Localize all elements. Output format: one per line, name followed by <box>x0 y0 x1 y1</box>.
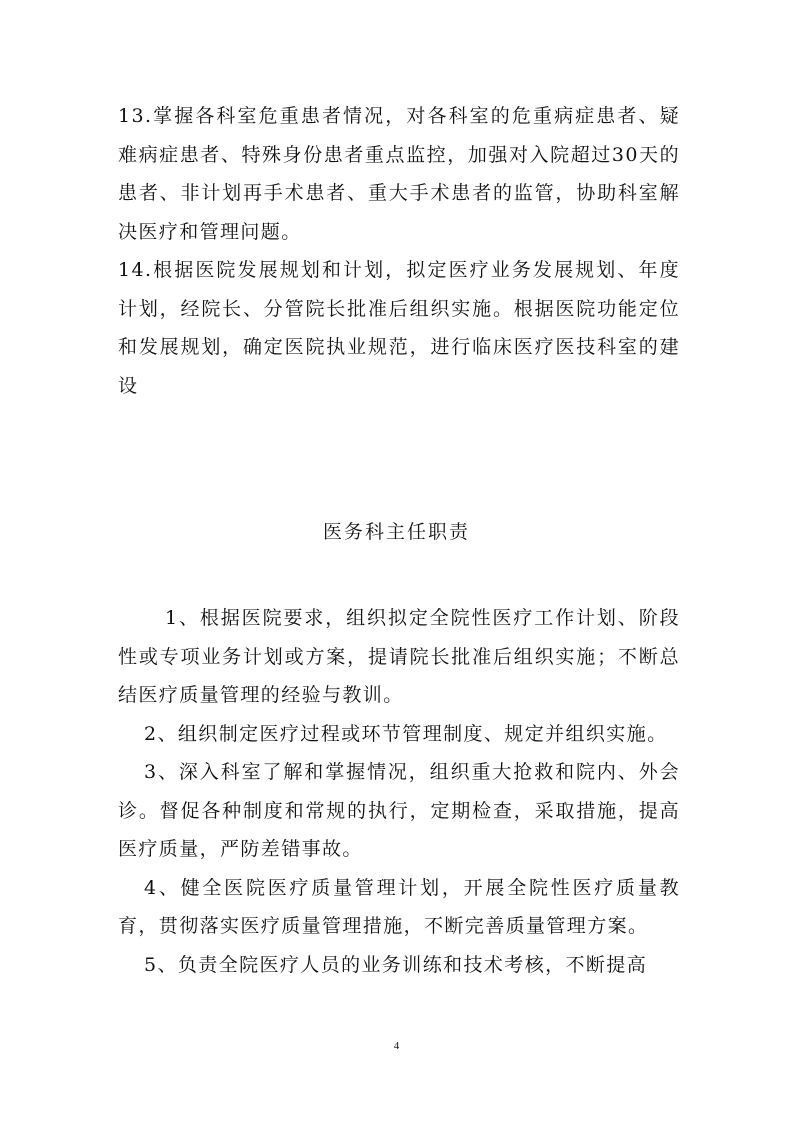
paragraph-item-13: 13.掌握各科室危重患者情况，对各科室的危重病症患者、疑难病症患者、特殊身份患者重点监控，加强对入院超过30天的患者、非计划再手术患者、重大手术患者的监管，协助科室解决医疗和管理问题。 <box>118 105 680 243</box>
duty-item-2: 2、组织制定医疗过程或环节管理制度、规定并组织实施。 <box>144 722 668 745</box>
duty-item-3: 3、深入科室了解和掌握情况，组织重大抢救和院内、外会诊。督促各种制度和常规的执行，定期检查，采取措施，提高医疗质量，严防差错事故。 <box>118 761 680 860</box>
previous-section-continuation <box>118 97 680 405</box>
duties-list <box>118 599 680 984</box>
paragraph-item-14: 14.根据医院发展规划和计划，拟定医疗业务发展规划、年度计划，经院长、分管院长批准后组织实施。根据医院功能定位和发展规划，确定医院执业规范，进行临床医疗医技科室的建设 <box>118 259 680 397</box>
duty-item-4: 4、健全医院医疗质量管理计划，开展全院性医疗质量教育，贯彻落实医疗质量管理措施，不断完善质量管理方案。 <box>118 876 680 937</box>
page-number: 4 <box>393 1040 400 1052</box>
section-title: 医务科主任职责 <box>322 521 470 543</box>
duty-item-5: 5、负责全院医疗人员的业务训练和技术考核，不断提高 <box>144 953 648 976</box>
duty-item-1: 1、根据医院要求，组织拟定全院性医疗工作计划、阶段性或专项业务计划或方案，提请院长批准后组织实施；不断总结医疗质量管理的经验与教训。 <box>118 607 680 706</box>
